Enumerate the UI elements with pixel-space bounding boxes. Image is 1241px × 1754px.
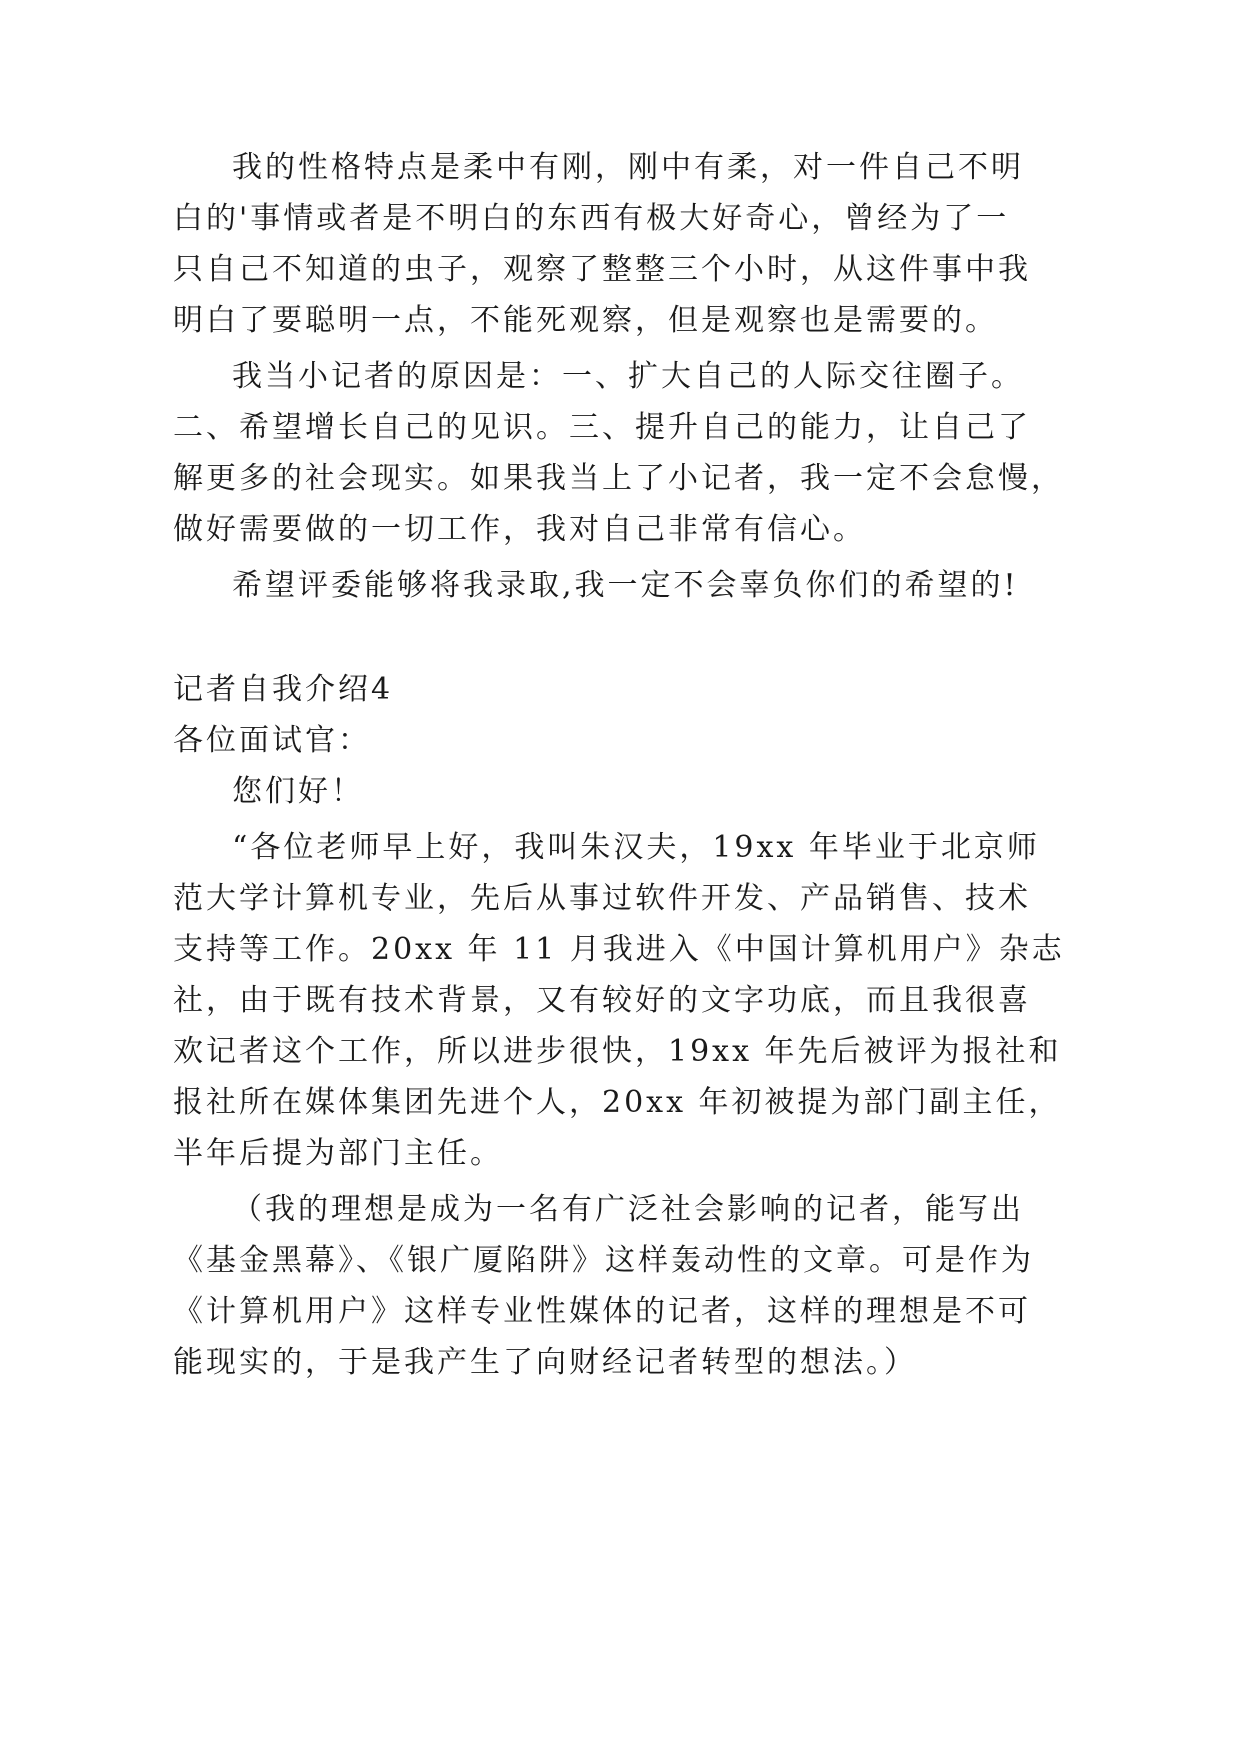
paragraph-4-line-1: “各位老师早上好，我叫朱汉夫，19xx 年毕业于北京师 bbox=[232, 830, 1040, 865]
paragraph-1-line-4: 明白了要聪明一点，不能死观察，但是观察也是需要的。 bbox=[173, 303, 998, 338]
paragraph-4-line-5: 欢记者这个工作，所以进步很快，19xx 年先后被评为报社和 bbox=[173, 1034, 1062, 1069]
paragraph-5-line-3: 《计算机用户》这样专业性媒体的记者，这样的理想是不可 bbox=[173, 1294, 1031, 1329]
section-heading: 记者自我介绍4 bbox=[173, 672, 394, 707]
paragraph-4-line-4: 社，由于既有技术背景，又有较好的文字功底，而且我很喜 bbox=[173, 983, 1031, 1018]
paragraph-3: 希望评委能够将我录取,我一定不会辜负你们的希望的! bbox=[232, 568, 1019, 603]
paragraph-2-line-2: 二、希望增长自己的见识。三、提升自己的能力，让自己了 bbox=[173, 410, 1031, 445]
paragraph-2-line-1: 我当小记者的原因是：一、扩大自己的人际交往圈子。 bbox=[232, 359, 1024, 394]
paragraph-5-line-4: 能现实的，于是我产生了向财经记者转型的想法。） bbox=[173, 1345, 917, 1380]
paragraph-4-line-2: 范大学计算机专业，先后从事过软件开发、产品销售、技术 bbox=[173, 881, 1031, 916]
paragraph-1-line-3: 只自己不知道的虫子，观察了整整三个小时，从这件事中我 bbox=[173, 252, 1031, 287]
paragraph-4-line-7: 半年后提为部门主任。 bbox=[173, 1136, 503, 1171]
paragraph-2-line-4: 做好需要做的一切工作，我对自己非常有信心。 bbox=[173, 512, 866, 547]
paragraph-5-line-1: （我的理想是成为一名有广泛社会影响的记者，能写出 bbox=[232, 1192, 1024, 1227]
greeting: 您们好！ bbox=[232, 774, 364, 809]
paragraph-5-line-2: 《基金黑幕》、《银广厦陷阱》这样轰动性的文章。可是作为 bbox=[173, 1243, 1034, 1278]
paragraph-2-line-3: 解更多的社会现实。如果我当上了小记者，我一定不会怠慢， bbox=[173, 461, 1064, 496]
salutation: 各位面试官： bbox=[173, 723, 371, 758]
paragraph-4-line-6: 报社所在媒体集团先进个人，20xx 年初被提为部门副主任， bbox=[173, 1085, 1062, 1120]
paragraph-1-line-2: 白的'事情或者是不明白的东西有极大好奇心，曾经为了一 bbox=[173, 201, 1010, 236]
paragraph-4-line-3: 支持等工作。20xx 年 11 月我进入《中国计算机用户》杂志 bbox=[173, 932, 1065, 967]
paragraph-1-line-1: 我的性格特点是柔中有刚，刚中有柔，对一件自己不明 bbox=[232, 150, 1024, 185]
